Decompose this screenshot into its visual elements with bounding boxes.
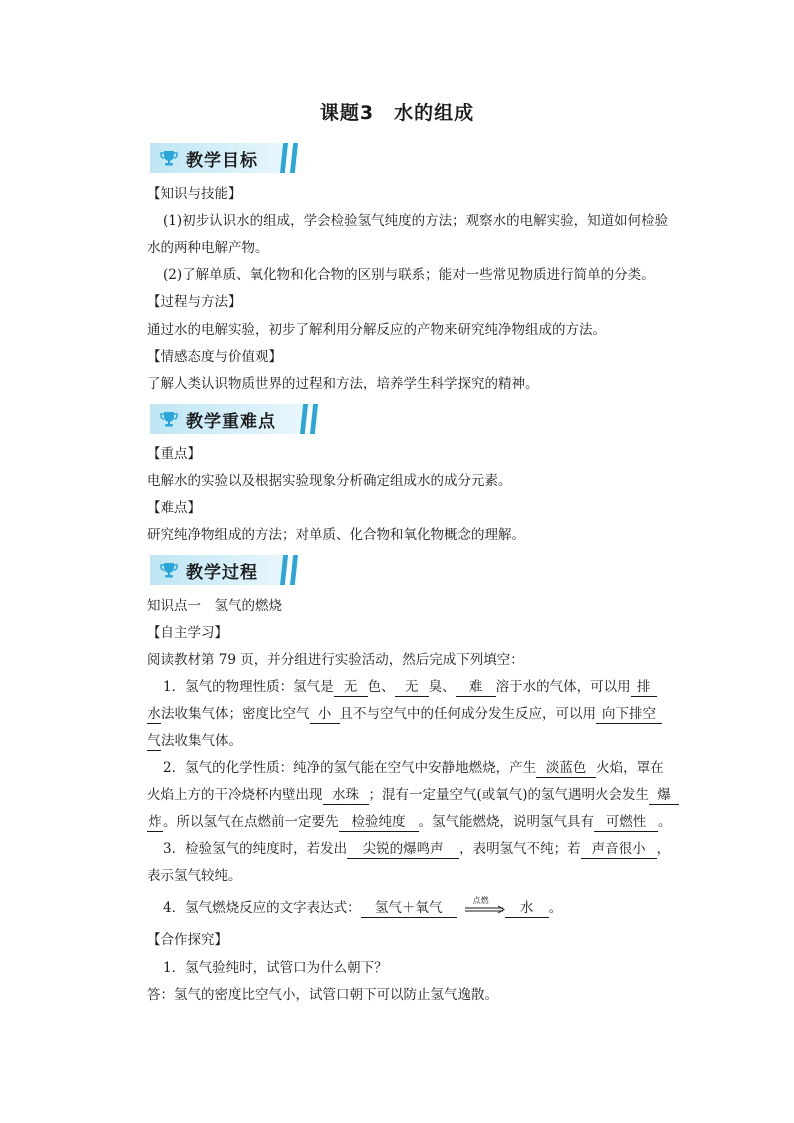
paragraph: 通过水的电解实验，初步了解利用分解反应的产物来研究纯净物组成的方法。 [147,322,606,338]
question-2-line-3: 炸。所以氢气在点燃前一定要先 检验纯度 。氢气能燃烧，说明氢气具有 可燃性 。 [148,814,672,830]
question-1-line-1: 1．氢气的物理性质：氢气是 无 色、 无 臭、 难 溶于水的气体，可以用 排 [163,677,657,697]
reaction-arrow: 点燃 [465,900,505,918]
answer-blank: 无 [395,678,429,697]
heading: 【合作探究】 [147,932,228,948]
question-4: 4．氢气燃烧反应的文字表达式： 氢气＋氧气 点燃 水 。 [163,895,563,916]
heading: 【重点】 [147,446,201,462]
heading: 【自主学习】 [147,625,228,641]
paragraph: 了解人类认识物质世界的过程和方法，培养学生科学探究的精神。 [147,376,539,392]
question-1-line-2: 水法收集气体；密度比空气 小 且不与空气中的任何成分发生反应，可以用 向下排空 [147,704,662,724]
question-3-line-2: 表示氢气较纯。 [147,868,242,884]
question: 1．氢气验纯时，试管口为什么朝下？ [163,960,388,976]
answer-blank: 水珠 [323,786,369,805]
answer-blank: 淡蓝色 [536,759,596,778]
answer-blank: 尖锐的爆鸣声 [347,840,459,859]
answer-blank: 氢气＋氧气 [361,899,457,918]
answer-blank: 检验纯度 [339,813,419,832]
answer-blank: 炸 [148,814,162,830]
heading: 【知识与技能】 [147,186,242,202]
knowledge-point: 知识点一 氢气的燃烧 [147,598,282,614]
heading: 【情感态度与价值观】 [147,349,282,365]
answer-blank: 向下排空 [596,705,662,724]
question-3-line-1: 3．检验氢气的纯度时，若发出 尖锐的爆鸣声 ，表明氢气不纯；若 声音很小 ， [163,841,671,857]
heading: 【难点】 [147,500,201,516]
answer-blank: 爆 [649,786,679,805]
section-title: 教学目标 [186,151,258,171]
trophy-icon [160,149,178,167]
question-1-line-3: 气法收集气体。 [147,733,242,749]
answer-blank: 排 [631,678,657,697]
trophy-icon [160,410,178,428]
answer-blank: 水 [147,706,161,722]
section-title: 教学重难点 [186,412,276,432]
answer-blank: 声音很小 [581,840,657,859]
answer-blank: 小 [310,705,340,724]
answer-blank: 水 [505,899,549,918]
paragraph: (2)了解单质、氧化物和化合物的区别与联系；能对一些常见物质进行简单的分类。 [163,267,655,283]
answer-blank: 无 [334,678,368,697]
page-title: 课题3 水的组成 [319,102,475,124]
paragraph: 电解水的实验以及根据实验现象分析确定组成水的成分元素。 [147,473,512,489]
answer-blank: 气 [147,733,161,749]
paragraph: (1)初步认识水的组成，学会检验氢气纯度的方法；观察水的电解实验，知道如何检验 [163,213,669,229]
paragraph: 阅读教材第 79 页，并分组进行实验活动，然后完成下列填空： [147,652,524,668]
question-2-line-2: 火焰上方的干冷烧杯内壁出现 水珠 ；混有一定量空气(或氧气)的氢气遇明火会发生 爆 [147,785,679,805]
paragraph: 水的两种电解产物。 [147,240,269,256]
answer: 答：氢气的密度比空气小，试管口朝下可以防止氢气逸散。 [147,987,498,1003]
trophy-icon [160,561,178,579]
question-2-line-1: 2．氢气的化学性质：纯净的氢气能在空气中安静地燃烧，产生 淡蓝色 火焰，罩在 [163,760,664,776]
section-title: 教学过程 [186,563,258,583]
answer-blank: 可燃性 [594,813,658,832]
heading: 【过程与方法】 [147,294,242,310]
answer-blank: 难 [456,678,496,697]
paragraph: 研究纯净物组成的方法；对单质、化合物和氧化物概念的理解。 [147,527,525,543]
